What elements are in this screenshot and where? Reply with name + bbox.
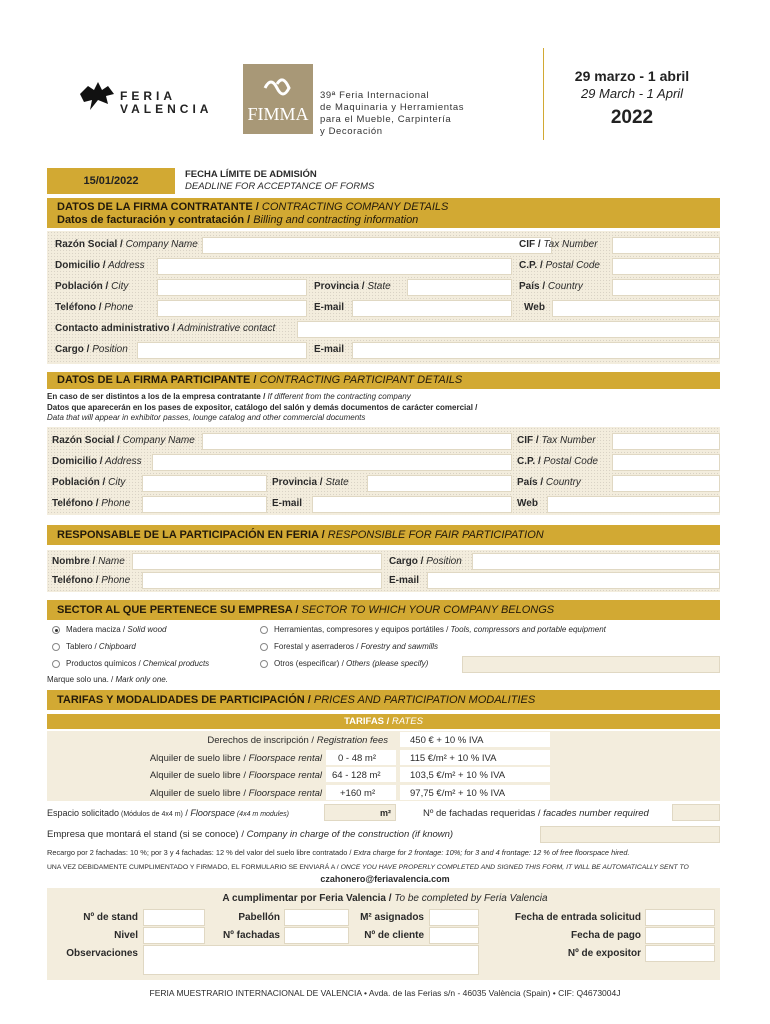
p-pais-field[interactable] (612, 475, 720, 492)
fimma-logo-text: FIMMA (247, 104, 309, 124)
contacto-label: Contacto administrativo / Administrative contact (55, 323, 276, 334)
rate-row4-value: 97,75 €/m² + 10 % IVA (410, 788, 506, 799)
responsible-section-header (47, 525, 720, 545)
radio-icon[interactable] (52, 660, 60, 668)
web-field[interactable] (552, 300, 720, 317)
responsible-form (47, 550, 720, 592)
provincia-label: Provincia / State (314, 281, 391, 292)
p-provincia-label: Provincia / State (272, 477, 349, 488)
p-web-field[interactable] (547, 496, 720, 513)
contracting-section-header (47, 198, 720, 228)
cargo-field[interactable] (137, 342, 307, 359)
radio-icon[interactable] (260, 660, 268, 668)
empresa-label: Empresa que montará el stand (si se conoce) / Company in charge of the construction (if known) (47, 829, 454, 840)
prices-section-header (47, 690, 720, 710)
participant-title-es: DATOS DE LA FIRMA PARTICIPANTE / (57, 374, 257, 386)
dates-en: 29 March - 1 April (580, 86, 684, 101)
office-cliente-label: Nº de cliente (364, 930, 424, 941)
poblacion-field[interactable] (157, 279, 307, 296)
p-web-label: Web (517, 498, 538, 509)
r-telefono-label: Teléfono / Phone (52, 575, 131, 586)
telefono-label: Teléfono / Phone (55, 302, 134, 313)
p-razon-label: Razón Social / Company Name (52, 435, 195, 446)
office-m2-field[interactable] (429, 909, 479, 926)
contracting-title-en: CONTRACTING COMPANY DETAILS (258, 201, 449, 213)
sector-opt-chipboard[interactable]: Tablero / Chipboard (52, 642, 136, 651)
deadline-label-en: DEADLINE FOR ACCEPTANCE OF FORMS (185, 181, 375, 192)
email2-field[interactable] (352, 342, 720, 359)
office-nivel-label: Nivel (114, 930, 138, 941)
m2-unit: m² (380, 808, 391, 818)
p-telefono-field[interactable] (142, 496, 267, 513)
feria-valencia-logo (78, 80, 218, 120)
office-expositor-label: Nº de expositor (567, 948, 641, 959)
others-specify-field[interactable] (462, 656, 720, 673)
cif-field[interactable] (612, 237, 720, 254)
rate-row3-value: 103,5 €/m² + 10 % IVA (410, 770, 506, 781)
office-stand-label: Nº de stand (83, 912, 138, 923)
recargo-note: Recargo por 2 fachadas: 10 %; por 3 y 4 fachadas: 12 % del valor del suelo libre contratado / Extra charge for 2 frontage: 10%; for 3 and 4 frontage: 12 % of free floorspace hired. (47, 848, 630, 857)
contracting-sub-en: Billing and contracting information (250, 214, 419, 226)
p-email-label: E-mail (272, 498, 303, 509)
sector-section-header (47, 600, 720, 620)
rate-row3-range: 64 - 128 m² (332, 770, 381, 781)
office-m2-label: M² asignados (360, 912, 424, 923)
fimma-emblem-icon (243, 68, 313, 108)
cp-field[interactable] (612, 258, 720, 275)
office-cliente-field[interactable] (429, 927, 479, 944)
rates-header: TARIFAS / RATES (47, 714, 720, 729)
web-label: Web (524, 302, 545, 313)
provincia-field[interactable] (407, 279, 512, 296)
p-provincia-field[interactable] (367, 475, 512, 492)
participant-note2-en: Data that will appear in exhibitor passes, lounge catalog and other commercial documents (47, 413, 366, 422)
r-cargo-field[interactable] (472, 553, 720, 570)
p-cp-label: C.P. / Postal Code (517, 456, 598, 467)
sector-opt-solid-wood[interactable]: Madera maciza / Solid wood (52, 625, 167, 634)
office-fecha-sol-label: Fecha de entrada solicitud (514, 912, 641, 923)
office-pabellon-label: Pabellón (238, 912, 280, 923)
dates-es: 29 marzo - 1 abril (574, 68, 690, 84)
p-email-field[interactable] (312, 496, 512, 513)
email-label: E-mail (314, 302, 345, 313)
participant-title-en: CONTRACTING PARTICIPANT DETAILS (256, 374, 463, 386)
p-telefono-label: Teléfono / Phone (52, 498, 131, 509)
r-email-field[interactable] (427, 572, 720, 589)
office-expositor-field[interactable] (645, 945, 715, 962)
sector-opt-chemical[interactable]: Productos químicos / Chemical products (52, 659, 209, 668)
rate-row4-label: Alquiler de suelo libre / Floorspace rental (149, 788, 322, 799)
sector-title-es: SECTOR AL QUE PERTENECE SU EMPRESA / (57, 604, 299, 616)
responsible-title-es: RESPONSABLE DE LA PARTICIPACIÓN EN FERIA / (57, 529, 325, 541)
fimma-line: y Decoración (320, 126, 383, 137)
r-nombre-label: Nombre / Name (52, 556, 125, 567)
participant-note1: En caso de ser distintos a los de la empresa contratante / If different from the contracting company (47, 392, 411, 401)
office-pabellon-field[interactable] (284, 909, 349, 926)
p-cp-field[interactable] (612, 454, 720, 471)
footer: FERIA MUESTRARIO INTERNACIONAL DE VALENCIA • Avda. de las Ferias s/n - 46035 València (Spain) • CIF: Q4673004J (149, 988, 621, 998)
office-obs-field[interactable] (143, 945, 479, 975)
rate-row2-value: 115 €/m² + 10 % IVA (410, 753, 497, 764)
contracting-title-es: DATOS DE LA FIRMA CONTRATANTE / (57, 201, 259, 213)
email2-label: E-mail (314, 344, 345, 355)
rate-row3-label: Alquiler de suelo libre / Floorspace rental (149, 770, 322, 781)
office-fachadas-field[interactable] (284, 927, 349, 944)
feria-logo-line2: VALENCIA (120, 102, 213, 116)
p-razon-field[interactable] (202, 433, 512, 450)
sector-title-en: SECTOR TO WHICH YOUR COMPANY BELONGS (298, 604, 555, 616)
sector-opt-others[interactable]: Otros (especificar) / Others (please specify) (260, 659, 428, 668)
empresa-field[interactable] (540, 826, 720, 843)
feria-bird-icon (78, 80, 116, 114)
prices-title-en: PRICES AND PARTICIPATION MODALITIES (310, 694, 536, 706)
rate-row1-value: 450 € + 10 % IVA (410, 735, 484, 746)
responsible-title-en: RESPONSIBLE FOR FAIR PARTICIPATION (324, 529, 544, 541)
office-fecha-pago-label: Fecha de pago (570, 930, 641, 941)
razon-label: Razón Social / Company Name (55, 239, 198, 250)
office-title: A cumplimentar por Feria Valencia / To be completed by Feria Valencia (222, 893, 548, 904)
deadline-label-es: FECHA LÍMITE DE ADMISIÓN (185, 169, 317, 180)
cif-label: CIF / Tax Number (519, 239, 598, 250)
participant-note2: Datos que aparecerán en los pases de expositor, catálogo del salón y demás documentos de carácter comercial / (47, 403, 478, 412)
contracting-sub-es: Datos de facturación y contratación / (57, 214, 251, 226)
fachadas-field[interactable] (672, 804, 720, 821)
contracting-form (47, 231, 720, 364)
r-cargo-label: Cargo / Position (389, 556, 462, 567)
cp-label: C.P. / Postal Code (519, 260, 600, 271)
rate-row2-label: Alquiler de suelo libre / Floorspace rental (149, 753, 322, 764)
rate-row1-label: Derechos de inscripción / Registration fees (207, 735, 388, 746)
radio-icon[interactable] (260, 626, 268, 634)
fimma-logo (243, 64, 313, 134)
fimma-description (320, 90, 464, 138)
year: 2022 (610, 107, 654, 128)
radio-icon[interactable] (52, 643, 60, 651)
sector-opt-tools[interactable]: Herramientas, compresores y equipos portátiles / Tools, compressors and portable equipment (260, 625, 606, 634)
office-obs-label: Observaciones (66, 948, 138, 959)
rate-row2-range: 0 - 48 m² (338, 753, 377, 764)
domicilio-field[interactable] (157, 258, 512, 275)
p-domicilio-label: Domicilio / Address (52, 456, 142, 467)
espacio-label: Espacio solicitado (Módulos de 4x4 m) / Floorspace (4x4 m modules) (47, 808, 289, 818)
radio-selected-icon[interactable] (52, 626, 60, 634)
p-poblacion-field[interactable] (142, 475, 267, 492)
fimma-line: 39ª Feria Internacional (320, 90, 430, 101)
p-poblacion-label: Población / City (52, 477, 126, 488)
razon-field[interactable] (202, 237, 552, 254)
p-domicilio-field[interactable] (152, 454, 512, 471)
p-cif-label: CIF / Tax Number (517, 435, 596, 446)
prices-title-es: TARIFAS Y MODALIDADES DE PARTICIPACIÓN / (57, 694, 311, 706)
participant-section-header (47, 372, 720, 389)
deadline-date: 15/01/2022 (47, 168, 175, 194)
fachadas-label: Nº de fachadas requeridas / facades number required (423, 808, 649, 819)
radio-icon[interactable] (260, 643, 268, 651)
contact-email[interactable]: czahonero@feriavalencia.com (320, 874, 450, 884)
sector-mark-note: Marque solo una. / Mark only one. (47, 675, 168, 684)
poblacion-label: Población / City (55, 281, 129, 292)
contacto-field[interactable] (297, 321, 720, 338)
send-note: UNA VEZ DEBIDAMENTE CUMPLIMENTADO Y FIRMADO, EL FORMULARIO SE ENVIARÁ A / ONCE YOU HAVE PROPERLY COMPLETED AND SIGNED THIS FORM, IT WILL BE AUTOMATICALLY SENT TO (47, 864, 689, 871)
office-stand-field[interactable] (143, 909, 205, 926)
pais-field[interactable] (612, 279, 720, 296)
feria-logo-line1: FERIA (120, 89, 176, 103)
participant-form (47, 427, 720, 515)
p-pais-label: País / Country (517, 477, 581, 488)
fimma-line: de Maquinaria y Herramientas (320, 102, 465, 113)
fair-dates-panel (543, 48, 720, 140)
rate-row4-range: +160 m² (340, 788, 376, 799)
cargo-label: Cargo / Position (55, 344, 128, 355)
pais-label: País / Country (519, 281, 583, 292)
office-fecha-pago-field[interactable] (645, 927, 715, 944)
office-fecha-sol-field[interactable] (645, 909, 715, 926)
domicilio-label: Domicilio / Address (55, 260, 145, 271)
r-telefono-field[interactable] (142, 572, 382, 589)
office-nivel-field[interactable] (143, 927, 205, 944)
p-cif-field[interactable] (612, 433, 720, 450)
office-fachadas-label: Nº fachadas (222, 930, 280, 941)
r-nombre-field[interactable] (132, 553, 382, 570)
fimma-line: para el Mueble, Carpintería (320, 114, 452, 125)
r-email-label: E-mail (389, 575, 420, 586)
sector-opt-forestry[interactable]: Forestal y aserraderos / Forestry and sawmills (260, 642, 438, 651)
email-field[interactable] (352, 300, 512, 317)
telefono-field[interactable] (157, 300, 307, 317)
